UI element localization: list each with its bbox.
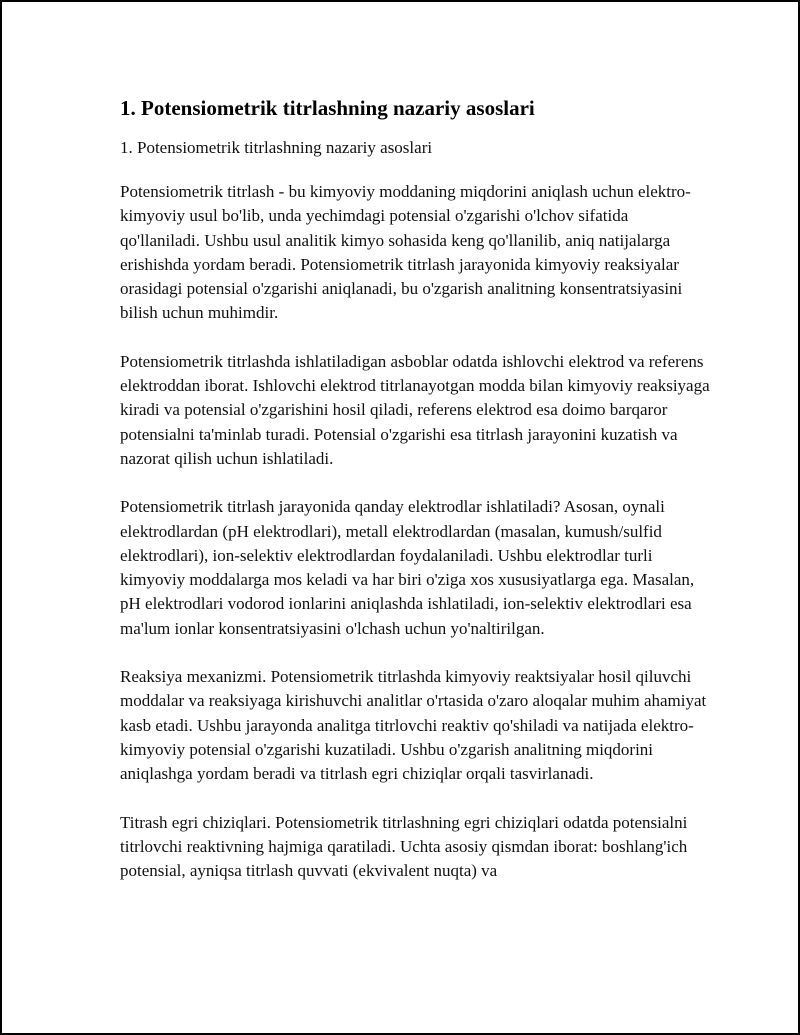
paragraph-1: Potensiometrik titrlash - bu kimyoviy moddaning miqdorini aniqlash uchun elektro-kimyoviy usul bo'lib, unda yechimdagi potensial o'zgarishi o'lchov sifatida qo'llaniladi. Ushbu usul analitik kimyo sohasida keng qo'llanilib, aniq natijalarga erishishda yordam beradi. Potensiometrik titrlash jarayonida kimyoviy reaksiyalar orasidagi potensial o'zgarishi aniqlanadi, bu o'zgarish analitning konsentratsiyasini bilish uchun muhimdir.	[120, 182, 691, 323]
paragraph-2: Potensiometrik titrlashda ishlatiladigan asboblar odatda ishlovchi elektrod va referens elektroddan iborat. Ishlovchi elektrod titrlanayotgan modda bilan kimyoviy reaksiyaga kiradi va potensial o'zgarishini hosil qiladi, referens elektrod esa doimo barqaror potensialni ta'minlab turadi. Potensial o'zgarishi esa titrlash jarayonini kuzatish va nazorat qilish uchun ishlatiladi.	[120, 351, 710, 468]
document-body	[120, 94, 710, 907]
section-subtitle: 1. Potensiometrik titrlashning nazariy asoslari	[120, 138, 433, 157]
page-title: 1. Potensiometrik titrlashning nazariy asoslari	[120, 96, 535, 120]
paragraph-5: Titrash egri chiziqlari. Potensiometrik titrlashning egri chiziqlari odatda potensialni titrlovchi reaktivning hajmiga qaratiladi. Uchta asosiy qismdan iborat: boshlang'ich potensial, ayniqsa titrlash quvvati (ekvivalent nuqta) va	[120, 812, 688, 881]
paragraph-4: Reaksiya mexanizmi. Potensiometrik titrlashda kimyoviy reaktsiyalar hosil qiluvchi moddalar va reaksiyaga kirishuvchi analitlar o'rtasida o'zaro aloqalar muhim ahamiyat kasb etadi. Ushbu jarayonda analitga titrlovchi reaktiv qo'shiladi va natijada elektro-kimyoviy potensial o'zgarishi kuzatiladi. Ushbu o'zgarish analitning miqdorini aniqlashga yordam beradi va titrlash egri chiziqlar orqali tasvirlanadi.	[120, 667, 707, 784]
paragraph-3: Potensiometrik titrlash jarayonida qanday elektrodlar ishlatiladi? Asosan, oynali elektrodlardan (pH elektrodlari), metall elektrodlardan (masalan, kumush/sulfid elektrodlari), ion-selektiv elektrodlardan foydalaniladi. Ushbu elektrodlar turli kimyoviy moddalarga mos keladi va har biri o'ziga xos xususiyatlarga ega. Masalan, pH elektrodlari vodorod ionlarini aniqlashda ishlatiladi, ion-selektiv elektrodlari esa ma'lum ionlar konsentratsiyasini o'lchash uchun yo'naltirilgan.	[120, 497, 695, 638]
